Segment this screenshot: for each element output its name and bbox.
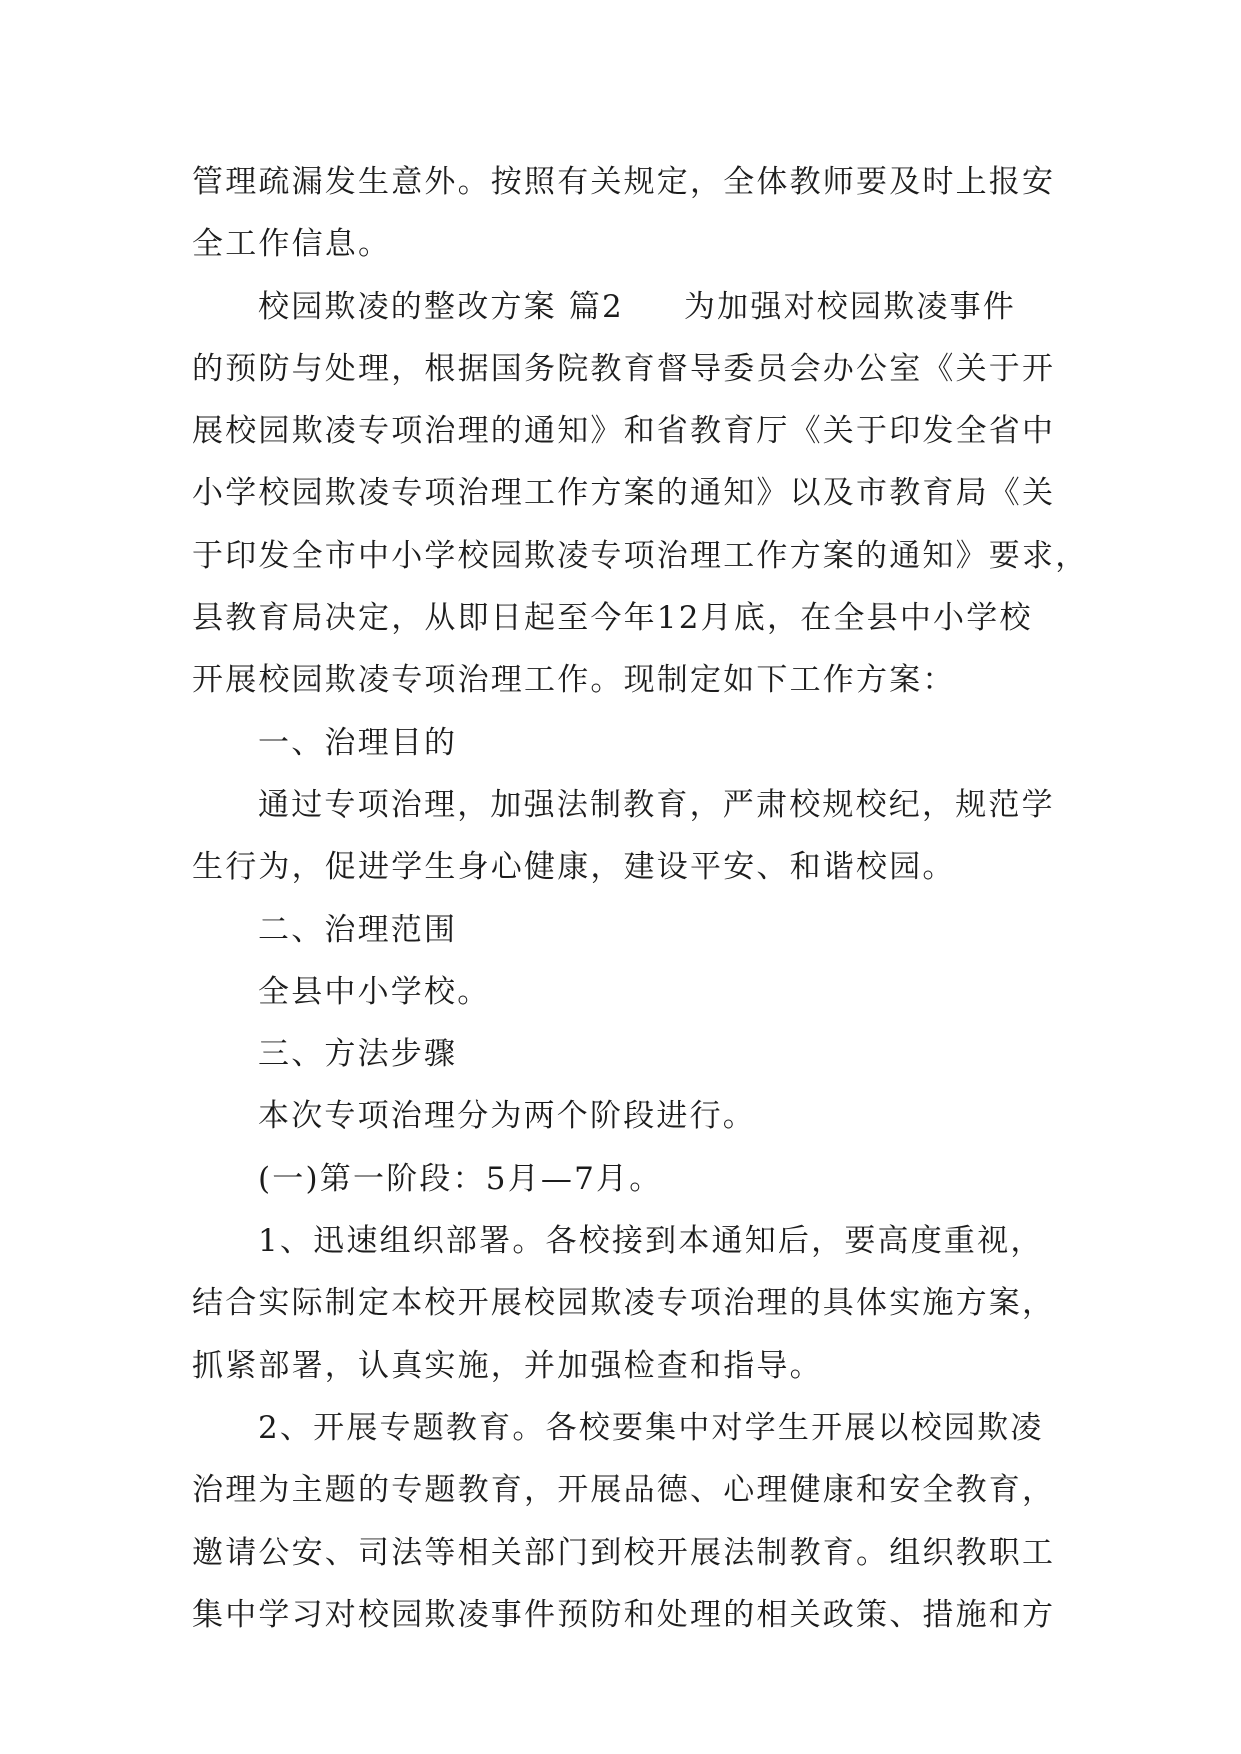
text-line: 全县中小学校。 (258, 973, 491, 1010)
subheading-line: 二、治理范围 (258, 911, 458, 948)
text-line: 全工作信息。 (192, 226, 392, 263)
paragraph-start: 为加强对校园欺凌事件 (683, 288, 1016, 325)
text-line: 1、迅速组织部署。各校接到本通知后，要高度重视， (258, 1223, 1044, 1260)
text-line: 的预防与处理，根据国务院教育督导委员会办公室《关于开 (192, 350, 1056, 387)
text-line: 通过专项治理，加强法制教育，严肃校规校纪，规范学 (258, 786, 1055, 823)
text-line: 集中学习对校园欺凌事件预防和处理的相关政策、措施和方 (192, 1596, 1056, 1633)
text-line: 生行为，促进学生身心健康，建设平安、和谐校园。 (192, 849, 956, 886)
text-line: (一)第一阶段：5月—7月。 (258, 1160, 663, 1197)
section-heading-line (192, 276, 1052, 338)
text-line: 2、开展专题教育。各校要集中对学生开展以校园欺凌 (258, 1409, 1044, 1446)
section-title: 校园欺凌的整改方案 篇2 (258, 288, 624, 325)
document-body (192, 151, 1089, 1646)
text-line: 展校园欺凌专项治理的通知》和省教育厅《关于印发全省中 (192, 413, 1056, 450)
text-line: 于印发全市中小学校园欺凌专项治理工作方案的通知》要求， (192, 537, 1089, 574)
subheading-line: 一、治理目的 (258, 724, 458, 761)
text-line: 县教育局决定，从即日起至今年12月底，在全县中小学校 (192, 600, 1033, 637)
text-line: 管理疏漏发生意外。按照有关规定，全体教师要及时上报安 (192, 164, 1056, 200)
text-line: 本次专项治理分为两个阶段进行。 (258, 1098, 756, 1135)
text-line: 结合实际制定本校开展校园欺凌专项治理的具体实施方案， (192, 1285, 1056, 1322)
subheading-line: 三、方法步骤 (258, 1036, 458, 1073)
text-line: 小学校园欺凌专项治理工作方案的通知》以及市教育局《关 (192, 475, 1056, 512)
text-line: 治理为主题的专题教育，开展品德、心理健康和安全教育， (192, 1472, 1056, 1509)
text-line: 开展校园欺凌专项治理工作。现制定如下工作方案： (192, 662, 956, 699)
text-line: 邀请公安、司法等相关部门到校开展法制教育。组织教职工 (192, 1534, 1056, 1571)
text-line: 抓紧部署，认真实施，并加强检查和指导。 (192, 1347, 823, 1384)
